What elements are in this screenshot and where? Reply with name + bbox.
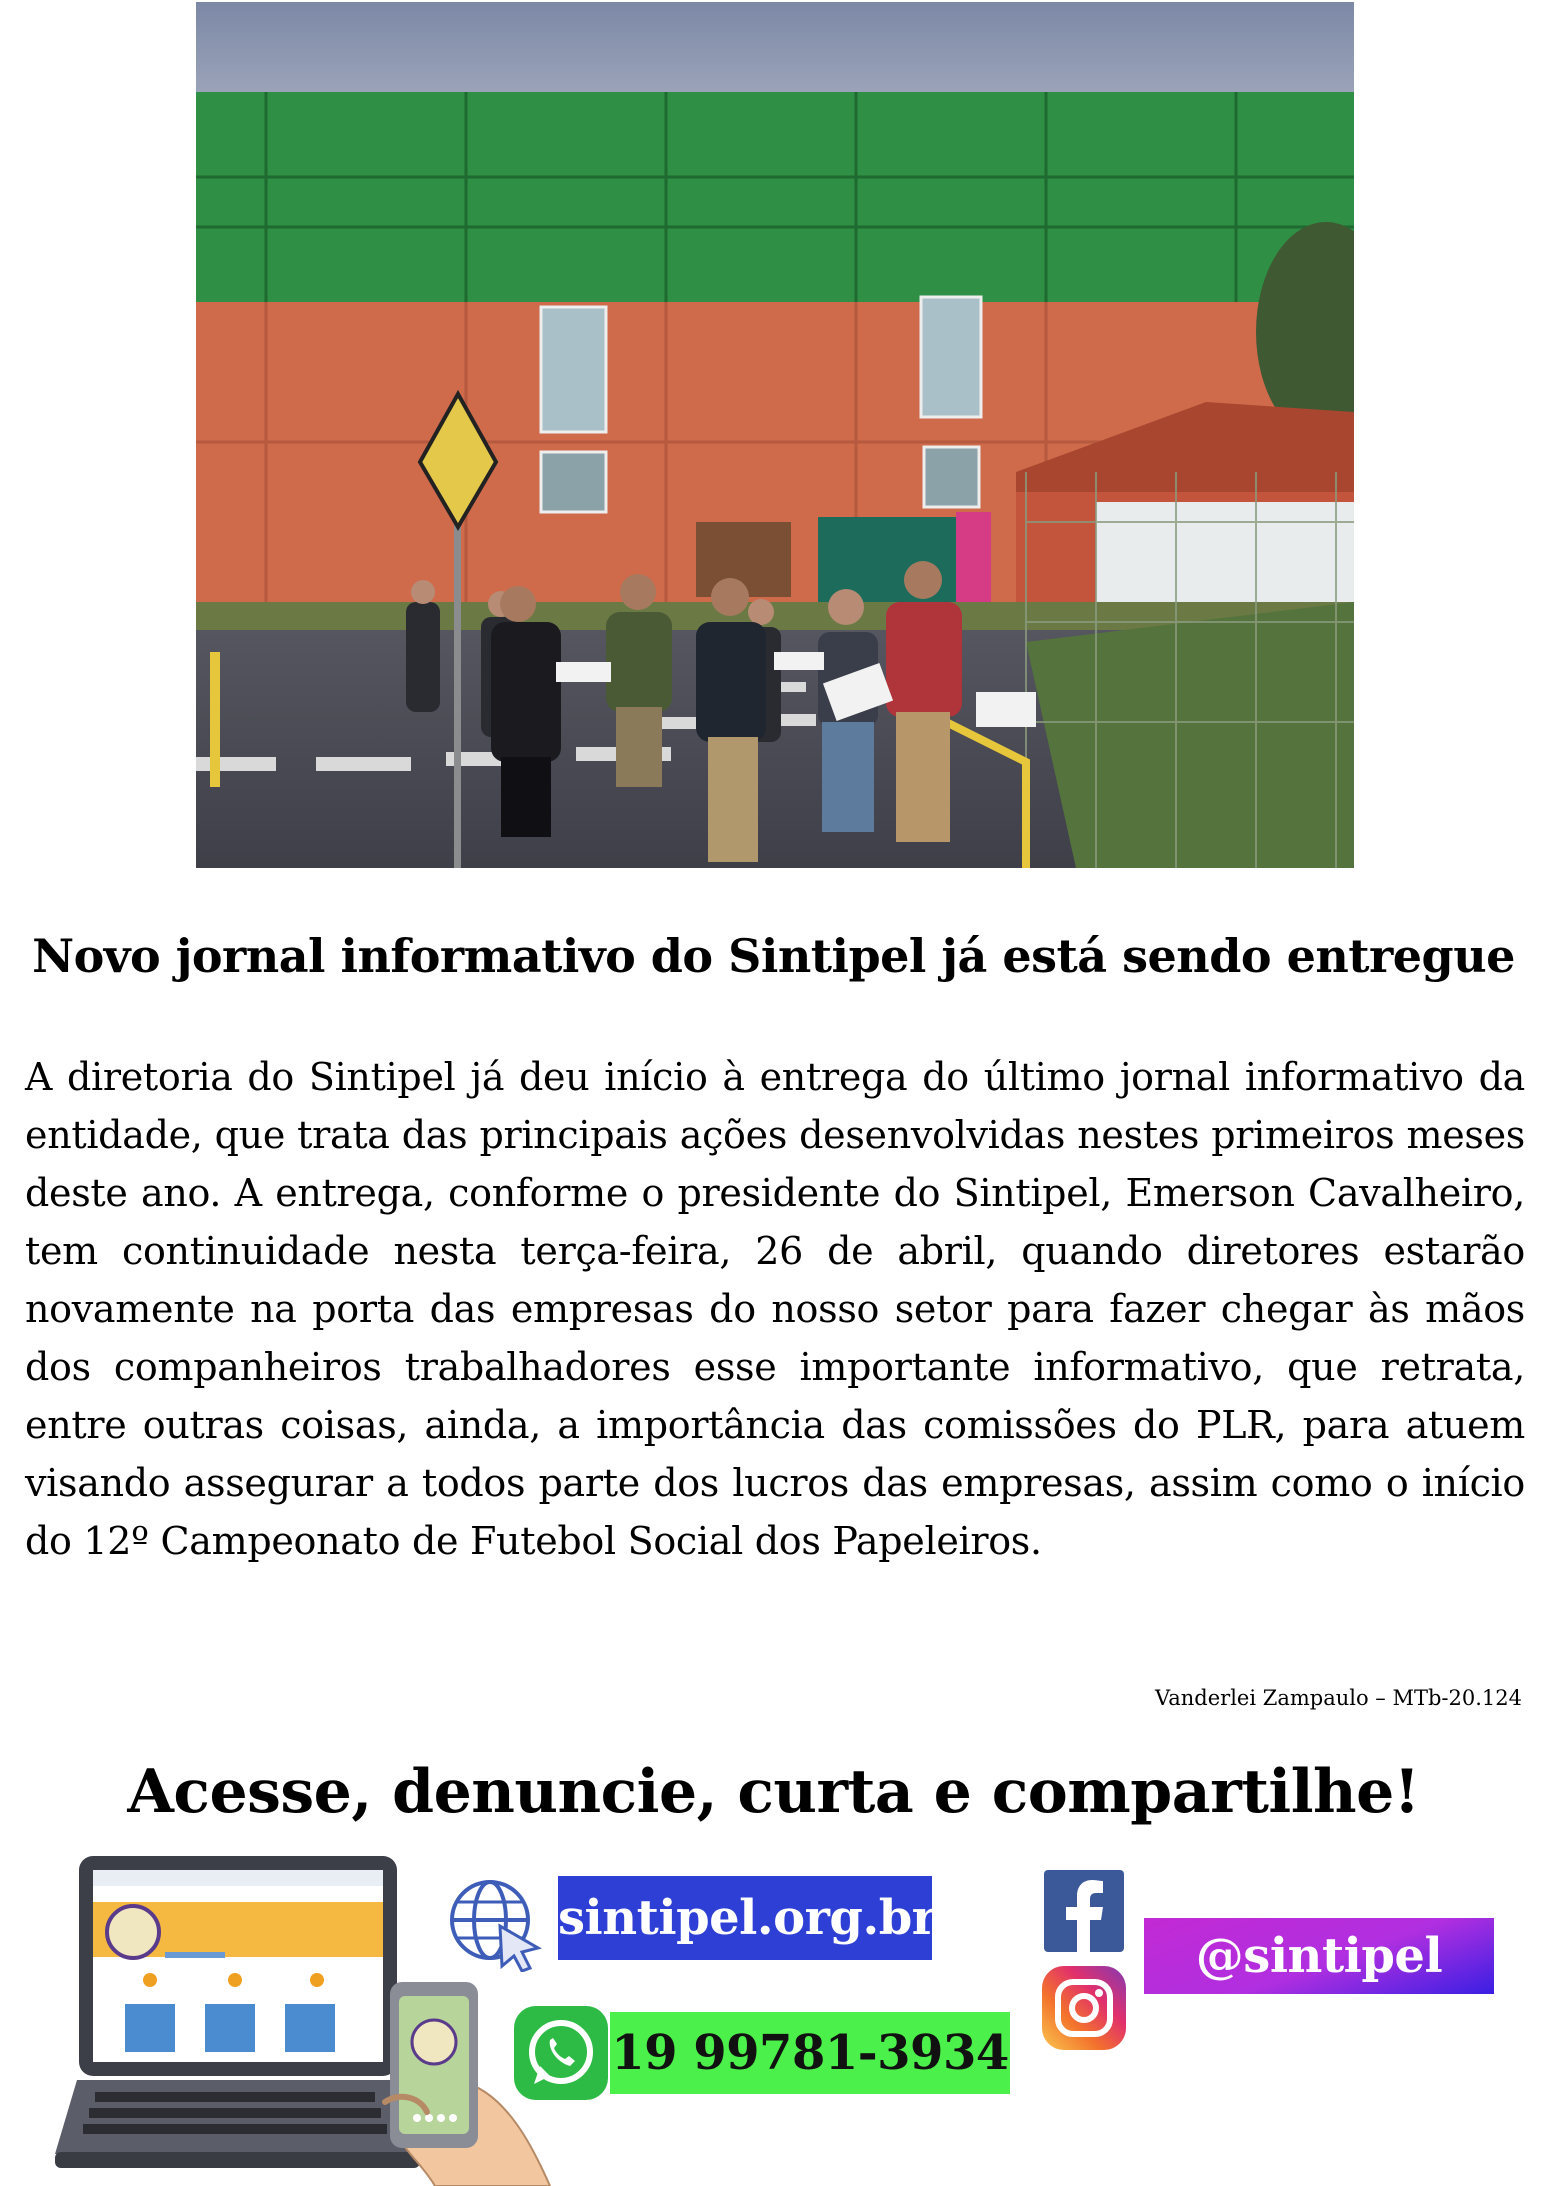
instagram-icon[interactable] [1040,1964,1128,2052]
article-headline: Novo jornal informativo do Sintipel já está sendo entregue [32,929,1515,983]
whatsapp-icon [512,2004,610,2102]
globe-cursor-icon [446,1876,542,1972]
facebook-icon[interactable] [1044,1870,1124,1952]
article-byline: Vanderlei Zampaulo – MTb-20.124 [1155,1686,1522,1710]
website-link[interactable]: sintipel.org.br [558,1876,932,1960]
whatsapp-phone-number[interactable]: 19 99781-3934 [610,2012,1010,2094]
article-photo [196,2,1354,868]
article-body: A diretoria do Sintipel já deu início à entrega do último jornal informativo da entidade, que trata das principais ações desenvolvidas nestes primeiros meses deste ano. A entrega, conforme o presidente do Sintipel, Emerson Cavalheiro, tem continuidade nesta terça-feira, 26 de abril, quando diretores estarão novamente na porta das empresas do nosso setor para fazer chegar às mãos dos companheiros trabalhadores esse importante informativo, que retrata, entre outras coisas, ainda, a importância das comissões do PLR, para atuem visando assegurar a todos parte dos lucros das empresas, assim como o início do 12º Campeonato de Futebol Social dos Papeleiros. [25,1055,1525,1563]
social-handle[interactable]: @sintipel [1144,1918,1494,1994]
call-to-action: Acesse, denuncie, curta e compartilhe! [127,1757,1420,1827]
